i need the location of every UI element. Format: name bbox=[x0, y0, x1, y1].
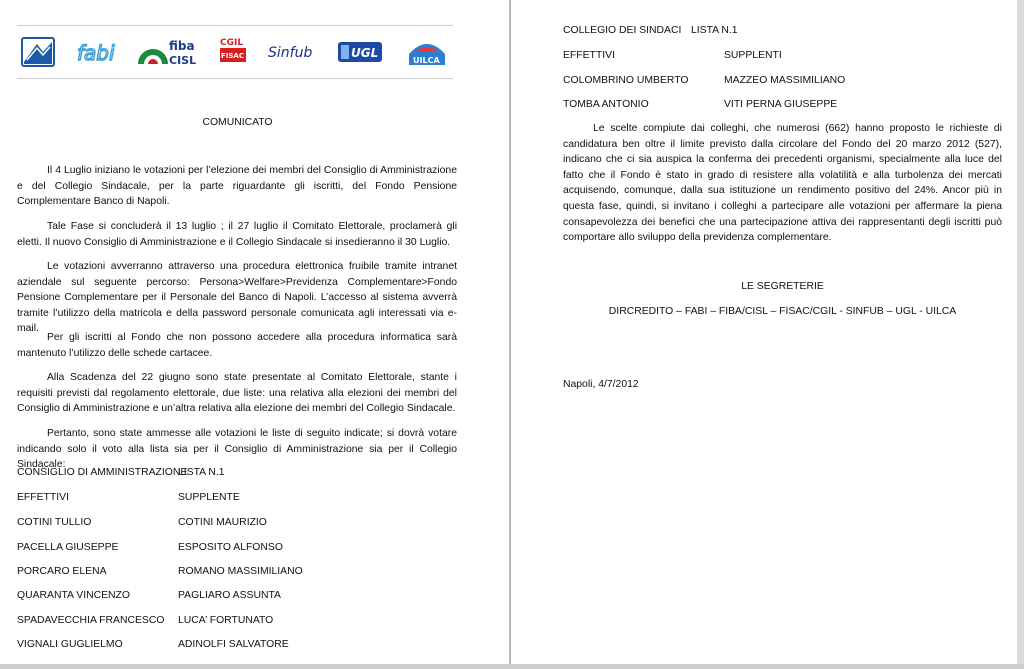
table-cell: COTINI MAURIZIO bbox=[178, 517, 267, 528]
table-row bbox=[17, 565, 303, 579]
fabi-logo-text: fabi bbox=[77, 41, 115, 65]
signature-unions: DIRCREDITO – FABI – FIBA/CISL – FISAC/CGIL - SINFUB – UGL - UILCA bbox=[608, 306, 957, 317]
fabi-logo bbox=[75, 34, 119, 70]
paragraph-procedure: Le votazioni avverranno attraverso una procedura elettronica fruibile tramite intranet aziendale sul seguente percorso: Persona>Welfare>Previdenza Complementare>Fondo Pensione Complementare per il Personale del Banco di Napoli. L’accesso al sistema avverrà tramite l’utilizzo della matricola e della password personale comunicata agli interessati via e-mail. bbox=[17, 261, 457, 335]
paragraph-schedule: Tale Fase si concluderà il 13 luglio ; il 27 luglio il Comitato Elettorale, proclamerà gli eletti. Il nuovo Consiglio di Amministrazione e il Collegio Sindacale si insedieranno il 30 Luglio. bbox=[17, 221, 457, 248]
table-cell: ESPOSITO ALFONSO bbox=[178, 542, 283, 553]
sinfub-logo-text: Sinfub bbox=[268, 45, 313, 61]
ugl-logo bbox=[337, 34, 383, 70]
table-cell: LISTA N.1 bbox=[178, 467, 225, 478]
table-cell: PORCARO ELENA bbox=[17, 566, 107, 577]
document-date: Napoli, 4/7/2012 bbox=[563, 379, 639, 390]
cgil-logo-text: CGIL bbox=[220, 38, 244, 48]
paragraph-voting-start: Il 4 Luglio iniziano le votazioni per l’elezione dei membri del Consiglio di Amministrazione e del Collegio Sindacale, per la parte riguardante gli iscritti, del Fondo Pensione Complementare Banco di Napoli. bbox=[17, 165, 457, 208]
table-row bbox=[563, 24, 738, 38]
table-row bbox=[17, 516, 267, 530]
paragraph-admitted-lists: Pertanto, sono state ammesse alle votazioni le liste di seguito indicate; si dovrà votare indicando solo il voto alla lista sia per il Consiglio di Amministrazione sia per il Collegio Sindacale: bbox=[17, 428, 457, 471]
page-shadow-right bbox=[1017, 0, 1024, 669]
uilca-logo-text: UILCA bbox=[413, 56, 440, 65]
dircredito-logo bbox=[21, 34, 55, 70]
table-row bbox=[17, 541, 283, 555]
table-cell: SUPPLENTE bbox=[178, 492, 240, 503]
fisac-logo-text: FISAC bbox=[221, 52, 244, 60]
table-row bbox=[17, 614, 274, 628]
fiba-cisl-logo bbox=[135, 34, 199, 70]
union-logo-bar bbox=[17, 25, 453, 79]
table-cell: VIGNALI GUGLIELMO bbox=[17, 639, 123, 650]
paragraph-paper-ballots: Per gli iscritti al Fondo che non possono accedere alla procedura informatica sarà mantenuto l’utilizzo delle schede cartacee. bbox=[17, 332, 457, 359]
table-cell: EFFETTIVI bbox=[563, 50, 615, 61]
table-cell: ADINOLFI SALVATORE bbox=[178, 639, 289, 650]
table-row bbox=[17, 466, 225, 480]
uilca-logo bbox=[405, 34, 449, 70]
table-cell: QUARANTA VINCENZO bbox=[17, 590, 130, 601]
document-page-right bbox=[511, 0, 1024, 669]
table-cell: COLOMBRINO UMBERTO bbox=[563, 75, 689, 86]
table-cell: CONSIGLIO DI AMMINISTRAZIONE bbox=[17, 467, 188, 478]
fiba-logo-text: fiba bbox=[169, 39, 195, 53]
table-cell: COTINI TULLIO bbox=[17, 517, 92, 528]
table-row bbox=[563, 49, 782, 63]
table-cell: SUPPLENTI bbox=[724, 50, 782, 61]
document-title: COMUNICATO bbox=[202, 117, 273, 128]
table-cell: PACELLA GIUSEPPE bbox=[17, 542, 119, 553]
paragraph-candidacies: Le scelte compiute dai colleghi, che numerosi (662) hanno proposto le richieste di candidatura ben oltre il limite previsto dalla circolare del Fondo del 20 marzo 2012 (527), indicano che ci sia auspica la conferma dei precedenti organismi, specialmente alla luce del fatto che il Fondo è stato in grado di resistere alla volatilità e alla turbolenza dei mercati acquisendo, comunque, dalla sua istituzione un rendimento positivo del 24%. Ancor più in questa fase, quindi, si invitano i colleghi a partecipare alle votazioni per affermare la piena consapevolezza dei benefici che una partecipazione attiva dei rappresentanti degli iscritti può comportare allo sviluppo della previdenza complementare. bbox=[563, 123, 1002, 244]
table-cell: VITI PERNA GIUSEPPE bbox=[724, 99, 838, 110]
table-cell: EFFETTIVI bbox=[17, 492, 69, 503]
table-row bbox=[17, 491, 240, 505]
table-cell: LISTA N.1 bbox=[691, 25, 738, 36]
signature-title: LE SEGRETERIE bbox=[741, 281, 824, 292]
paragraph-lists-submitted: Alla Scadenza del 22 giugno sono state presentate al Comitato Elettorale, stante i requisiti previsti dal regolamento elettorale, due liste: una relativa alla elezioni dei membri del Consiglio di Amministrazione e un’altra relativa alla elezione dei membri del Collegio Sindacale. bbox=[17, 372, 457, 415]
table-row bbox=[17, 638, 289, 652]
page-shadow-bottom bbox=[0, 664, 1024, 669]
table-row bbox=[563, 98, 838, 112]
table-cell: TOMBA ANTONIO bbox=[563, 99, 649, 110]
table-row bbox=[17, 589, 281, 603]
table-cell: LUCA’ FORTUNATO bbox=[178, 615, 274, 626]
cisl-logo-text: CISL bbox=[169, 54, 197, 67]
document-page-left bbox=[0, 0, 510, 669]
table-cell: PAGLIARO ASSUNTA bbox=[178, 590, 281, 601]
sinfub-logo bbox=[267, 34, 319, 70]
ugl-logo-text: UGL bbox=[351, 46, 379, 60]
table-cell: SPADAVECCHIA FRANCESCO bbox=[17, 615, 165, 626]
table-cell: COLLEGIO DEI SINDACI bbox=[563, 25, 682, 36]
table-cell: MAZZEO MASSIMILIANO bbox=[724, 75, 846, 86]
table-cell: ROMANO MASSIMILIANO bbox=[178, 566, 303, 577]
table-row bbox=[563, 74, 846, 88]
fisac-cgil-logo bbox=[217, 34, 249, 70]
